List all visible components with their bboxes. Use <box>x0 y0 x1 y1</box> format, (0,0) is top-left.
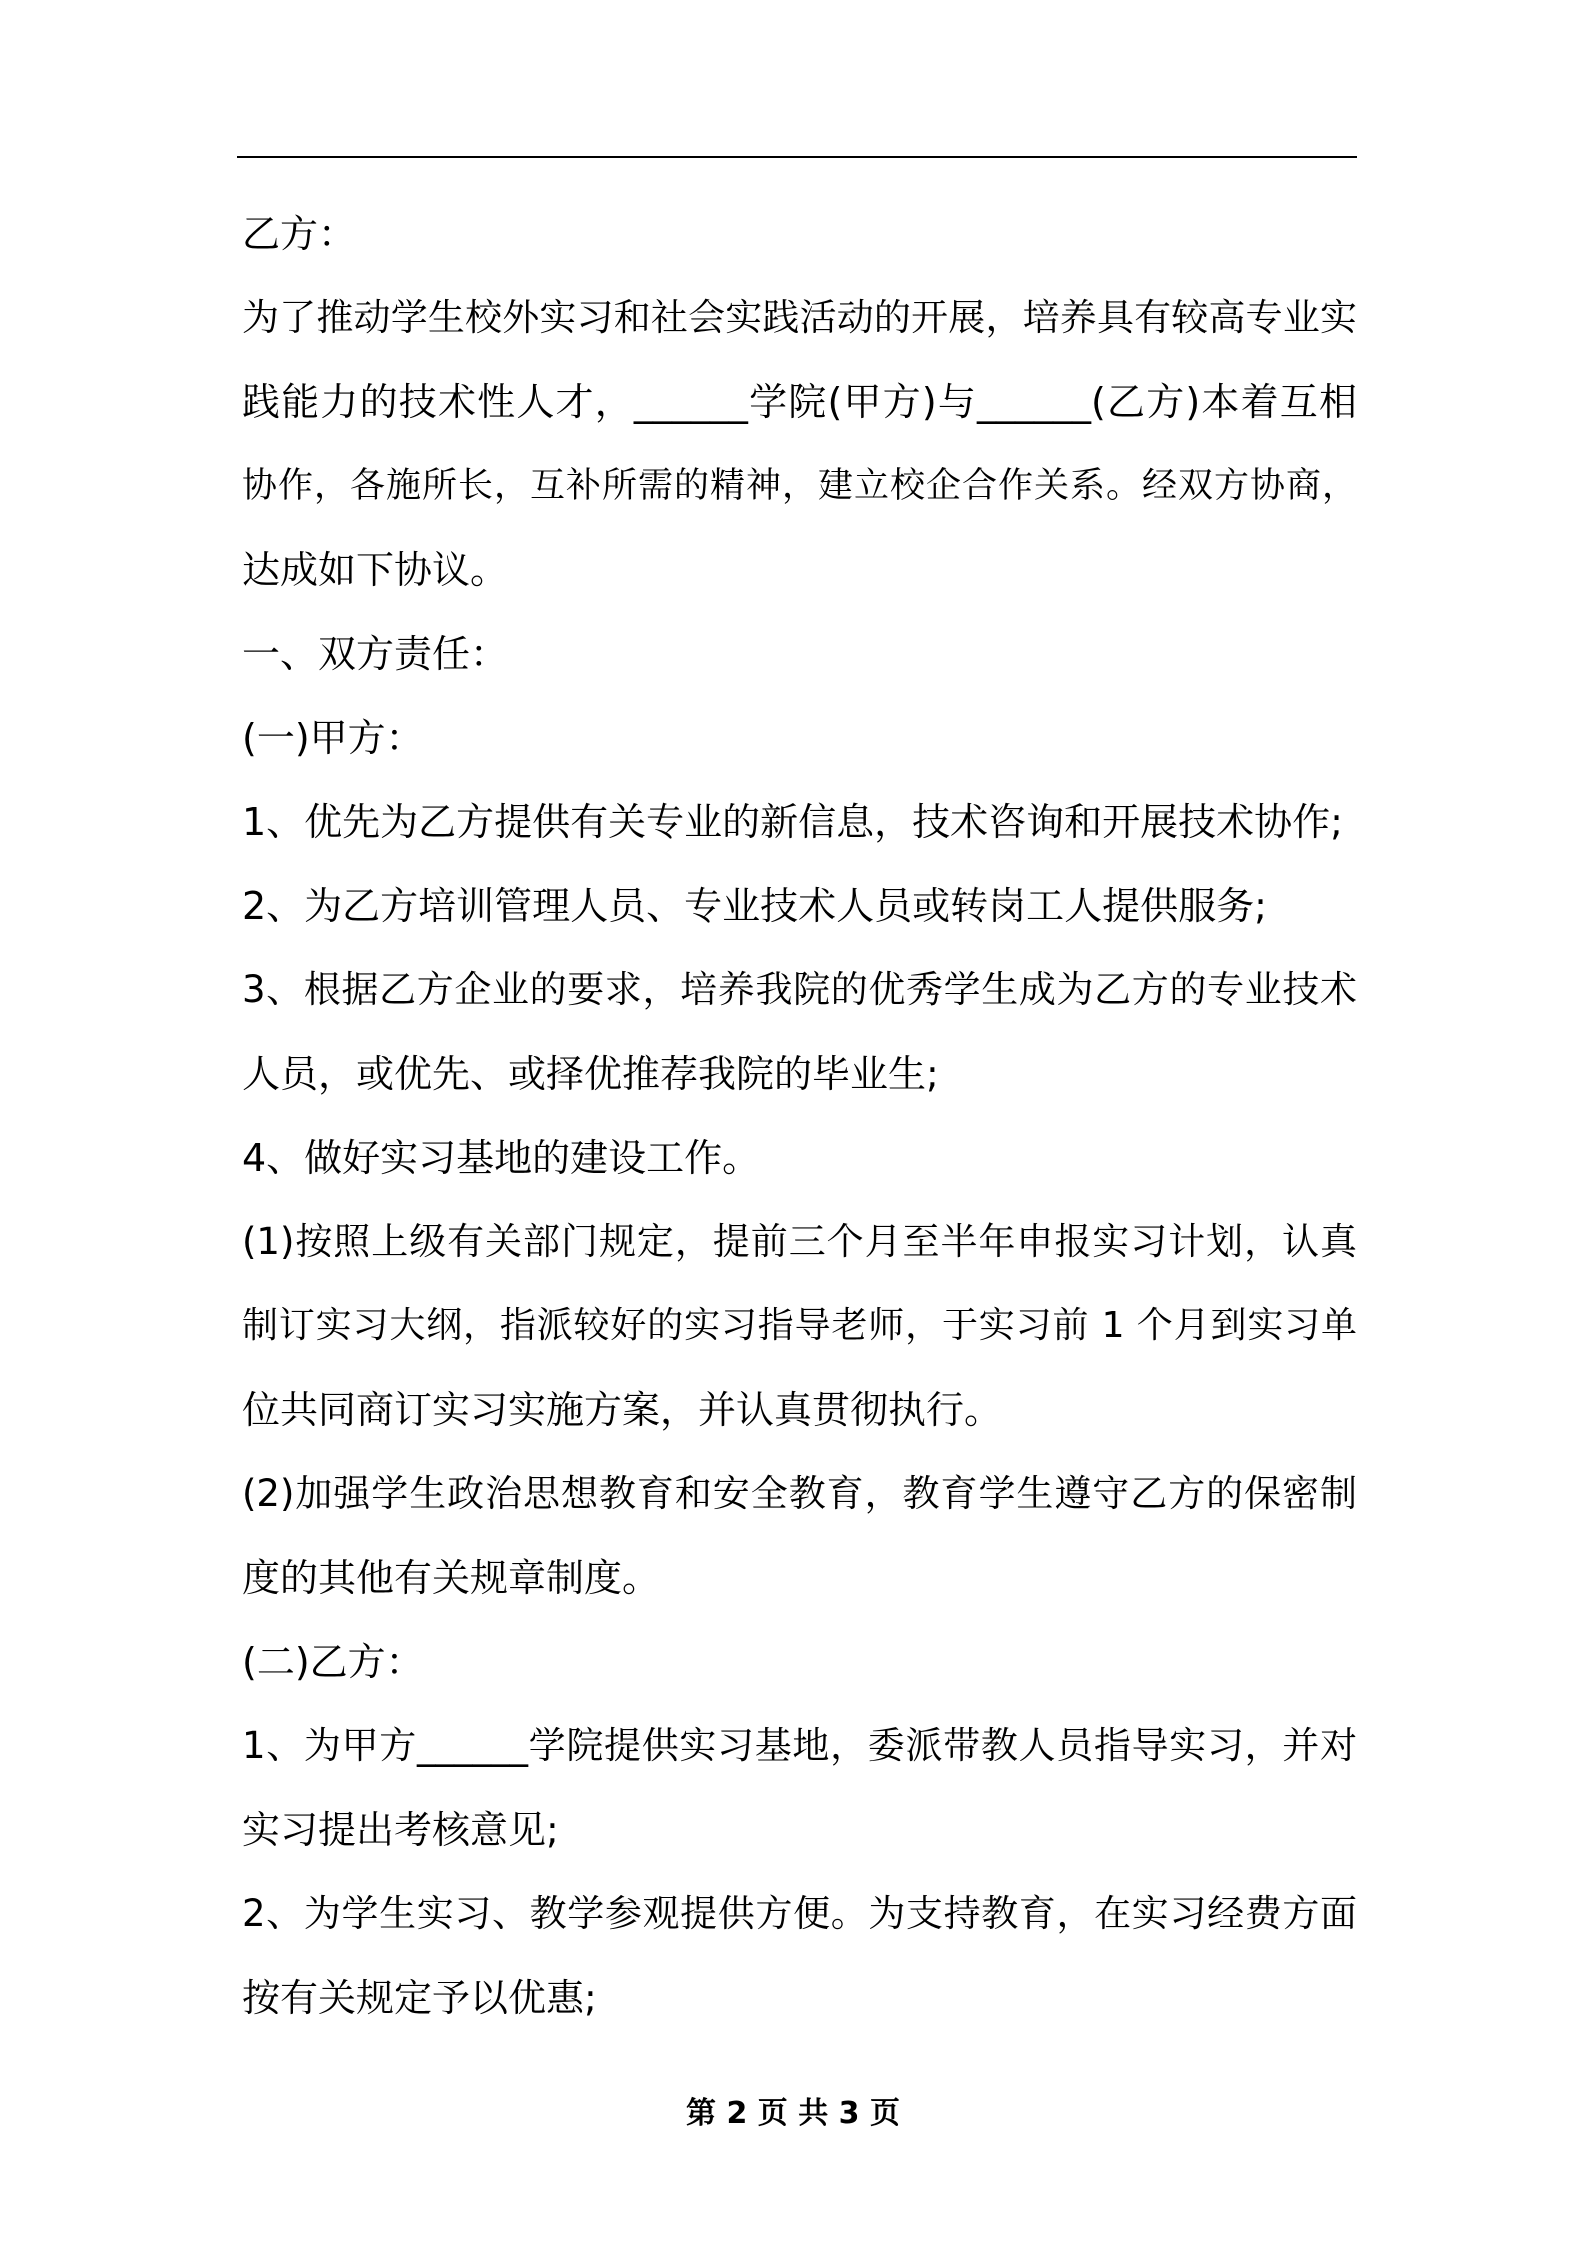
text-line: 1、为甲方______学院提供实习基地，委派带教人员指导实习，并对 <box>242 1724 1357 1767</box>
page-number: 第 2 页 共 3 页 <box>686 2096 900 2131</box>
text-line: 2、为乙方培训管理人员、专业技术人员或转岗工人提供服务; <box>242 884 1267 928</box>
text-line: 人员，或优先、或择优推荐我院的毕业生; <box>242 1052 939 1096</box>
header-rule <box>237 156 1357 158</box>
text-line: (1)按照上级有关部门规定，提前三个月至半年申报实习计划，认真 <box>242 1220 1357 1263</box>
subsection-heading: (二)乙方： <box>242 1640 424 1684</box>
text-line: 1、优先为乙方提供有关专业的新信息，技术咨询和开展技术协作; <box>242 800 1343 844</box>
section-heading: 一、双方责任： <box>242 632 509 676</box>
text-line: 3、根据乙方企业的要求，培养我院的优秀学生成为乙方的专业技术 <box>242 968 1357 1011</box>
text-line: 按有关规定予以优惠; <box>242 1976 597 2020</box>
text-line: 达成如下协议。 <box>242 548 509 592</box>
text-line: 2、为学生实习、教学参观提供方便。为支持教育，在实习经费方面 <box>242 1892 1357 1935</box>
document-body <box>242 192 1357 2040</box>
text-line: 协作，各施所长，互补所需的精神，建立校企合作关系。经双方协商， <box>242 466 1357 506</box>
text-line: 位共同商订实习实施方案，并认真贯彻执行。 <box>242 1388 1003 1432</box>
text-line: 为了推动学生校外实习和社会实践活动的开展，培养具有较高专业实 <box>242 296 1357 339</box>
text-line: 实习提出考核意见; <box>242 1808 559 1852</box>
text-line: (2)加强学生政治思想教育和安全教育，教育学生遵守乙方的保密制 <box>242 1472 1357 1515</box>
text-line: 践能力的技术性人才，______学院(甲方)与______(乙方)本着互相 <box>242 380 1357 424</box>
text-line: 度的其他有关规章制度。 <box>242 1556 661 1600</box>
subsection-heading: (一)甲方： <box>242 716 424 760</box>
text-line: 4、做好实习基地的建设工作。 <box>242 1136 761 1180</box>
text-line: 乙方： <box>242 212 357 256</box>
text-line: 制订实习大纲，指派较好的实习指导老师，于实习前 1 个月到实习单 <box>242 1305 1357 1346</box>
